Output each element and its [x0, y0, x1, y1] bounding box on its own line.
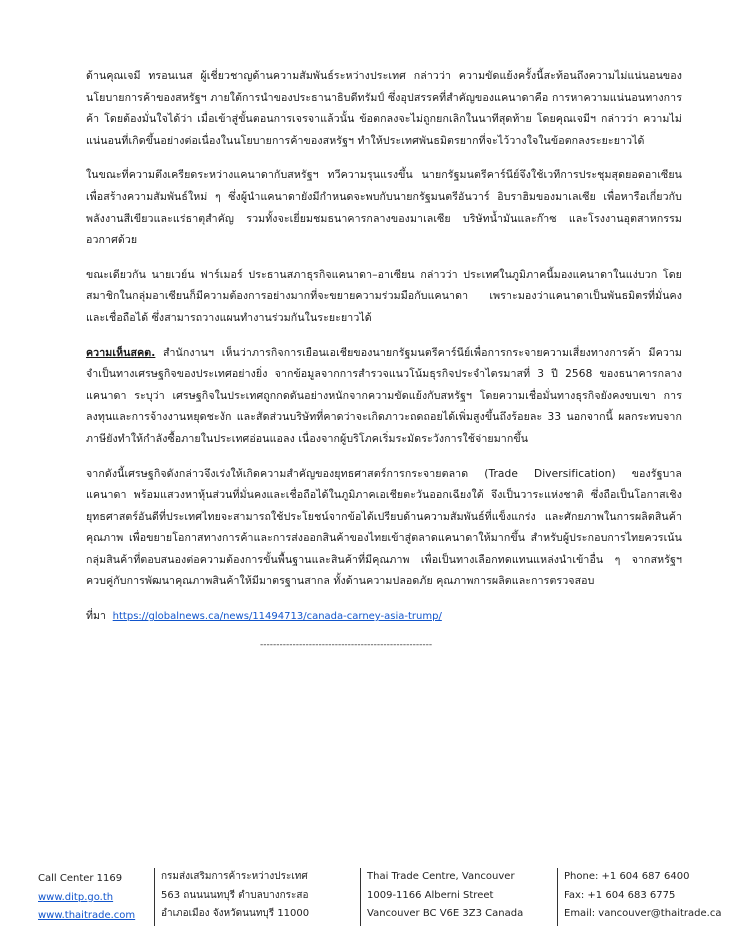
footer-contact: [38, 870, 135, 926]
thaitrade-link[interactable]: www.thaitrade.com: [38, 910, 136, 921]
footer-office-address: [360, 868, 523, 926]
call-center: Call Center 1169: [38, 873, 123, 884]
opinion-paragraph: [86, 343, 682, 451]
office-name: Thai Trade Centre, Vancouver: [367, 871, 515, 882]
source-label: ที่มา: [86, 610, 106, 623]
paragraph-2: ในขณะที่ความตึงเครียดระหว่างแคนาดากับสหรัฐฯ ทวีความรุนแรงขึ้น นายกรัฐมนตรีคาร์นีย์จึงใช้เวทีการประชุมสุดยอดอาเซียนเพื่อสร้างความสัมพันธ์ใหม่ ๆ ซึ่งผู้นำแคนาดายังมีกำหนดจะพบกับนายกรัฐมนตรีอันวาร์ อิบราฮิมของมาเลเซีย เพื่อหารือเกี่ยวกับพลังงานสีเขียวและแร่ธาตุสำคัญ รวมทั้งจะเยี่ยมชมธนาคารกลางของมาเลเซีย บริษัทน้ำมันและก๊าซ และโรงงานอุตสาหกรรมอวกาศด้วย: [86, 169, 682, 247]
opinion-text: สำนักงานฯ เห็นว่าภารกิจการเยือนเอเชียของนายกรัฐมนตรีคาร์นีย์เพื่อการกระจายความเสี่ยงทางการค้า มีความจำเป็นทางเศรษฐกิจของประเทศอย่างยิ่ง จากข้อมูลจากการสำรวจแนวโน้มธุรกิจประจำไตรมาสที่ 3 ปี 2568 ของธนาคารกลางแคนาดา ระบุว่า เศรษฐกิจในประเทศถูกกดดันอย่างหนักจากความขัดแย้งกับสหรัฐฯ โดยความเชื่อมั่นทางธุรกิจยังคงขบเขา การลงทุนและการจ้างงานหยุดชะงัก และสัดส่วนบริษัทที่คาดว่าจะเกิดภาวะถดถอยได้เพิ่มสูงขึ้นถึงร้อยละ 33 นอกจากนี้ ผลกระทบจากภาษียังทำให้กำลังซื้อภายในประเทศอ่อนแอลง เนื่องจากผู้บริโภคเริ่มระมัดระวังการใช้จ่ายมากขึ้น: [86, 346, 682, 445]
email: Email: vancouver@thaitrade.ca: [564, 908, 722, 919]
footer-dept-address: [154, 868, 309, 926]
paragraph-1: ด้านคุณเจมี ทรอนเนส ผู้เชี่ยวชาญด้านความสัมพันธ์ระหว่างประเทศ กล่าวว่า ความขัดแย้งครั้งนี้สะท้อนถึงความไม่แน่นอนของนโยบายการค้าของสหรัฐฯ ภายใต้การนำของประธานาธิบดีทรัมป์ ซึ่งอุปสรรคที่สำคัญของแคนาดาคือ การหาความแน่นอนทางการค้า โดยต้องมั่นใจได้ว่า เมื่อเข้าสู่ขั้นตอนการเจรจาแล้วนั้น ข้อตกลงจะไม่ถูกยกเลิกในนาทีสุดท้าย โดยคุณเจมีฯ กล่าวว่า ความไม่แน่นอนที่เกิดขึ้นอย่างต่อเนื่องในนโยบายการค้าของสหรัฐฯ ทำให้ประเทศพันธมิตรยากที่จะไว้วางใจในข้อตกลงระยะยาวได้: [86, 70, 682, 147]
dept-street: 563 ถนนนนทบุรี ตำบลบางกระสอ: [161, 889, 309, 901]
phone: Phone: +1 604 687 6400: [564, 871, 690, 882]
ditp-link[interactable]: www.ditp.go.th: [38, 891, 114, 903]
office-street: 1009-1166 Alberni Street: [367, 889, 494, 901]
document-body: [86, 66, 682, 652]
conclusion-paragraph: จากดังนี้เศรษฐกิจดังกล่าวจึงเร่งให้เกิดความสำคัญของยุทธศาสตร์การกระจายตลาด (Trade Diversification) ของรัฐบาลแคนาดา พร้อมแสวงหาหุ้นส่วนที่มั่นคงและเชื่อถือได้ในภูมิภาคเอเชียตะวันออกเฉียงใต้ จึงเป็นวาระแห่งชาติ ซึ่งถือเป็นโอกาสเชิงยุทธศาสตร์อันดีที่ประเทศไทยจะสามารถใช้ประโยชน์จากข้อได้เปรียบด้านความสัมพันธ์ที่แข็งแกร่ง และศักยภาพในการผลิตสินค้าคุณภาพ เพื่อขยายโอกาสทางการค้าและการส่งออกสินค้าของไทยเข้าสู่ตลาดแคนาดาให้มากขึ้น สำหรับผู้ประกอบการไทยควรเน้นกลุ่มสินค้าที่ตอบสนองต่อความต้องการขั้นพื้นฐานและสินค้าที่มีคุณภาพ เพื่อเป็นทางเลือกทดแทนแหล่งนำเข้าอื่น ๆ จากสหรัฐฯ ควบคู่กับการพัฒนาคุณภาพสินค้าให้มีมาตรฐานสากล ทั้งด้านความปลอดภัย คุณภาพการผลิตและการตรวจสอบ: [86, 467, 682, 588]
source-link[interactable]: https://globalnews.ca/news/11494713/canada-carney-asia-trump/: [112, 611, 442, 623]
source-line: [86, 606, 682, 628]
opinion-lead: ความเห็นสคต.: [86, 346, 156, 359]
footer-office-contact: [557, 868, 721, 926]
fax: Fax: +1 604 683 6775: [564, 889, 676, 901]
divider: -----------------------------------------------------: [260, 639, 433, 650]
dept-city: อำเภอเมือง จังหวัดนนทบุรี 11000: [161, 908, 310, 919]
footer: [38, 866, 722, 930]
dept-name: กรมส่งเสริมการค้าระหว่างประเทศ: [161, 871, 308, 882]
office-city: Vancouver BC V6E 3Z3 Canada: [367, 908, 524, 919]
paragraph-3: ขณะเดียวกัน นายเวย์น ฟาร์เมอร์ ประธานสภาธุรกิจแคนาดา–อาเซียน กล่าวว่า ประเทศในภูมิภาคนี้มองแคนาดาในแง่บวก โดยสมาชิกในกลุ่มอาเซียนก็มีความต้องการอย่างมากที่จะขยายความร่วมมือกับแคนาดา เพราะมองว่าแคนาดาเป็นพันธมิตรที่มั่นคงและเชื่อถือได้ ซึ่งสามารถวางแผนทำงานร่วมกันในระยะยาวได้: [86, 268, 682, 324]
